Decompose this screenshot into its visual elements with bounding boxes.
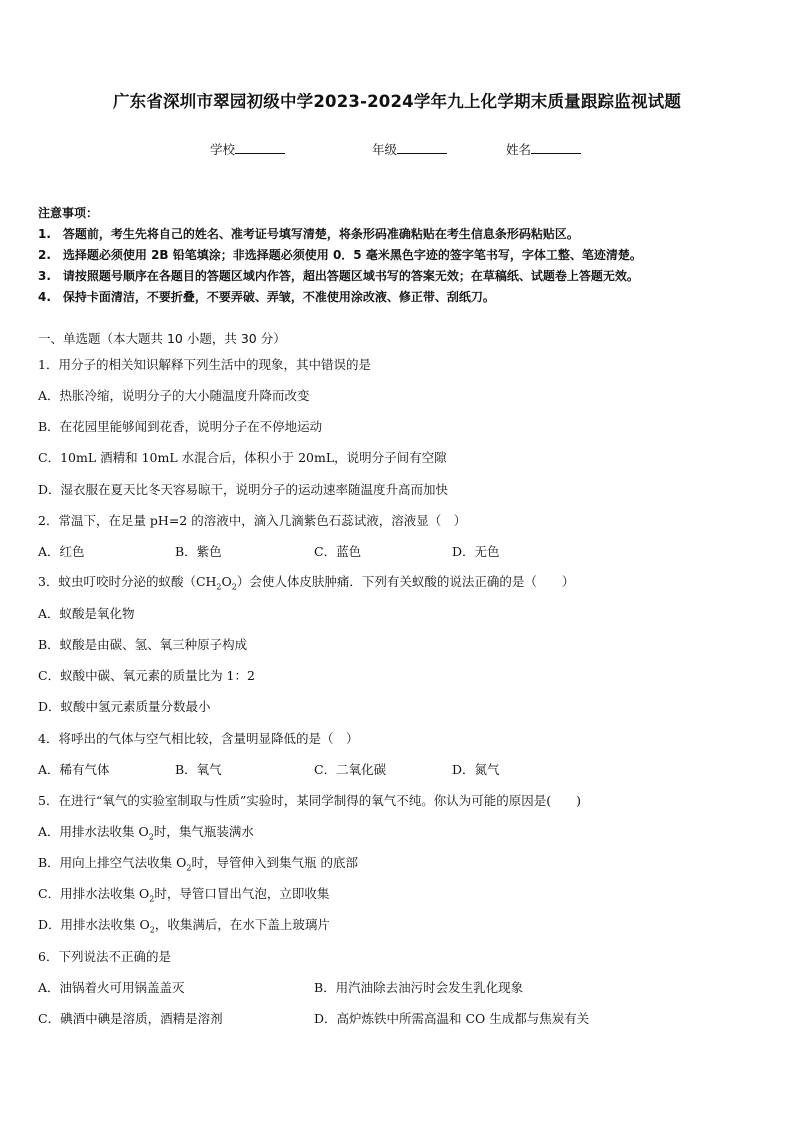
question-3-option-b[interactable]: B．蚁酸是由碳、氢、氧三种原子构成	[38, 637, 248, 652]
question-2-option-c[interactable]: C．蓝色	[314, 544, 362, 559]
question-5-option-d[interactable]	[38, 915, 330, 935]
formula-subscript: 2	[148, 832, 154, 842]
question-1-option-c[interactable]: C．10mL 酒精和 10mL 水混合后，体积小于 20mL，说明分子间有空隙	[38, 450, 447, 465]
school-label: 学校	[210, 142, 236, 157]
note-item-2: 2. 选择题必须使用 2B 铅笔填涂；非选择题必须使用 0．5 毫米黑色字迹的签字笔书写，字体工整、笔迹清楚。	[38, 248, 642, 262]
question-4-option-d[interactable]: D．氮气	[452, 762, 500, 777]
question-1-stem: 1．用分子的相关知识解释下列生活中的现象，其中错误的是	[38, 357, 371, 372]
page-title: 广东省深圳市翠园初级中学2023-2024学年九上化学期末质量跟踪监视试题	[112, 92, 682, 111]
grade-label: 年级	[372, 142, 398, 157]
school-field[interactable]	[210, 140, 285, 158]
question-3-stem-part: O	[221, 574, 232, 589]
question-2-option-b[interactable]: B．紫色	[175, 544, 222, 559]
notes-heading: 注意事项：	[38, 206, 99, 220]
question-6-option-c[interactable]: C．碘酒中碘是溶质，酒精是溶剂	[38, 1011, 223, 1026]
option-text: 时，导管伸入到集气瓶 的底部	[191, 855, 358, 870]
note-item-4: 4. 保持卡面清洁，不要折叠，不要弄破、弄皱，不准使用涂改液、修正带、刮纸刀。	[38, 290, 495, 304]
school-blank[interactable]	[235, 141, 285, 154]
question-4-option-c[interactable]: C．二氧化碳	[314, 762, 387, 777]
question-3-option-a[interactable]: A．蚁酸是氧化物	[38, 606, 135, 621]
name-blank[interactable]	[531, 141, 581, 154]
section-heading: 一、单选题（本大题共 10 小题，共 30 分）	[38, 331, 286, 346]
name-field[interactable]	[506, 140, 581, 158]
exam-notes	[38, 203, 642, 308]
question-4-stem: 4．将呼出的气体与空气相比较，含量明显降低的是（ ）	[38, 731, 359, 746]
question-6-option-d[interactable]: D．高炉炼铁中所需高温和 CO 生成都与焦炭有关	[314, 1011, 590, 1026]
grade-blank[interactable]	[397, 141, 447, 154]
question-6-option-b[interactable]: B．用汽油除去油污时会发生乳化现象	[314, 980, 524, 995]
question-2-option-d[interactable]: D．无色	[452, 544, 500, 559]
question-4-option-a[interactable]: A．稀有气体	[38, 762, 110, 777]
question-1-option-a[interactable]: A．热胀冷缩，说明分子的大小随温度升降而改变	[38, 388, 310, 403]
question-2-stem: 2．常温下，在足量 pH=2 的溶液中，滴入几滴紫色石蕊试液，溶液显（ ）	[38, 513, 467, 528]
formula-subscript: 2	[186, 863, 192, 873]
question-3-stem-part: ）会使人体皮肤肿痛．下列有关蚁酸的说法正确的是（ ）	[236, 574, 575, 589]
option-text: ，收集满后，在水下盖上玻璃片	[154, 917, 330, 932]
question-2-option-a[interactable]: A．红色	[38, 544, 85, 559]
grade-field[interactable]	[372, 140, 447, 158]
option-text: 时，集气瓶装满水	[153, 824, 254, 839]
option-text: C．用排水法收集 O	[38, 886, 150, 901]
option-text: A．用排水法收集 O	[38, 824, 149, 839]
name-label: 姓名	[506, 142, 532, 157]
note-item-3: 3. 请按照题号顺序在各题目的答题区域内作答，超出答题区域书写的答案无效；在草稿纸、试题卷上答题无效。	[38, 269, 639, 283]
option-text: B．用向上排空气法收集 O	[38, 855, 187, 870]
note-item-1: 1. 答题前，考生先将自己的姓名、准考证号填写清楚，将条形码准确粘贴在考生信息条形码粘贴区。	[38, 227, 579, 241]
formula-subscript: 2	[231, 582, 237, 592]
question-3-option-d[interactable]: D．蚁酸中氢元素质量分数最小	[38, 699, 211, 714]
question-4-option-b[interactable]: B．氧气	[175, 762, 222, 777]
formula-subscript: 2	[149, 925, 155, 935]
formula-subscript: 2	[216, 582, 222, 592]
formula-subscript: 2	[149, 894, 155, 904]
question-5-option-a[interactable]	[38, 822, 254, 842]
question-3-stem	[38, 572, 574, 592]
question-6-option-a[interactable]: A．油锅着火可用锅盖盖灭	[38, 980, 185, 995]
question-1-option-d[interactable]: D．湿衣服在夏天比冬天容易晾干，说明分子的运动速率随温度升高而加快	[38, 482, 449, 497]
question-1-option-b[interactable]: B．在花园里能够闻到花香，说明分子在不停地运动	[38, 419, 323, 434]
question-5-option-b[interactable]	[38, 853, 358, 873]
question-5-stem: 5．在进行“氧气的实验室制取与性质”实验时，某同学制得的氧气不纯。你认为可能的原因是( )	[38, 793, 581, 808]
option-text: D．用排水法收集 O	[38, 917, 150, 932]
question-3-stem-part: 3．蚊虫叮咬时分泌的蚁酸（CH	[38, 574, 217, 589]
question-3-option-c[interactable]: C．蚁酸中碳、氧元素的质量比为 1：2	[38, 668, 255, 683]
option-text: 时，导管口冒出气泡，立即收集	[154, 886, 330, 901]
question-6-stem: 6．下列说法不正确的是	[38, 949, 171, 964]
question-5-option-c[interactable]	[38, 884, 329, 904]
